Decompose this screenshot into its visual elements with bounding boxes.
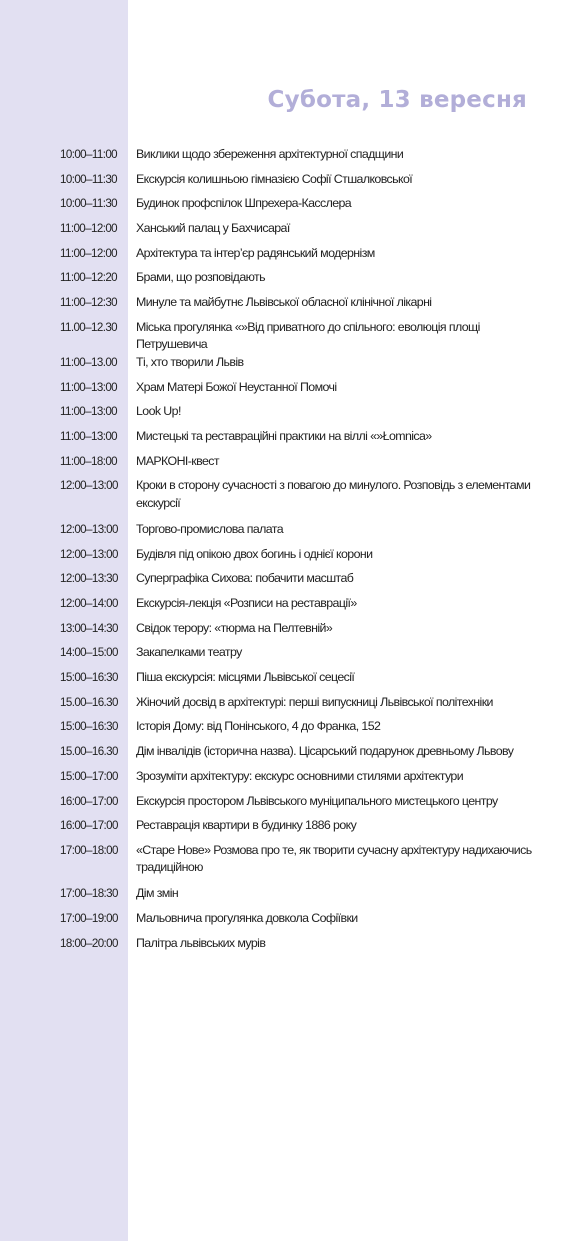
schedule-row xyxy=(0,669,585,694)
event-title: Історія Дому: від Понінського, 4 до Франка, 152 xyxy=(136,719,381,734)
schedule-row xyxy=(0,521,585,546)
event-title: Екскурсія колишньою гімназією Софії Стшалковської xyxy=(136,171,413,186)
event-time: 16:00–17:00 xyxy=(60,794,118,808)
event-time: 11:00–12:30 xyxy=(60,296,118,310)
schedule-row xyxy=(0,220,585,245)
event-time: 11:00–13:00 xyxy=(60,430,118,444)
schedule-row xyxy=(0,644,585,669)
event-title: Реставрація квартири в будинку 1886 року xyxy=(136,818,357,833)
event-title: Піша екскурсія: місцями Львівської сецесії xyxy=(136,670,355,685)
schedule-row xyxy=(0,718,585,743)
event-title: Кроки в сторону сучасності з повагою до минулого. Розповідь з елементами екскурсії xyxy=(136,478,531,511)
event-time: 12:00–13:00 xyxy=(60,522,118,536)
event-title: МАРКОНІ-квест xyxy=(136,453,219,468)
event-time: 15:00–16:30 xyxy=(60,671,118,685)
event-title: Храм Матері Божої Неустанної Помочі xyxy=(136,379,337,394)
event-time: 12:00–13:30 xyxy=(60,572,118,586)
schedule-row xyxy=(0,428,585,453)
event-title: Будівля під опікою двох богинь і однієї корони xyxy=(136,546,373,561)
schedule-row xyxy=(0,453,585,478)
schedule-row xyxy=(0,694,585,719)
event-title: Торгово-промислова палата xyxy=(136,521,284,536)
event-title: Дім інвалідів (історична назва). Цісарський подарунок древньому Львову xyxy=(136,744,514,759)
event-title: Суперграфіка Сихова: побачити масштаб xyxy=(136,571,354,586)
schedule-row xyxy=(0,403,585,428)
schedule-row xyxy=(0,817,585,842)
event-time: 10:00–11:00 xyxy=(60,148,118,161)
event-title: Закапелками театру xyxy=(136,645,242,660)
event-title: Палітра львівських мурів xyxy=(136,935,266,950)
schedule-row xyxy=(0,910,585,935)
event-time: 12:00–13:00 xyxy=(60,479,118,493)
event-title: Ханський палац у Бахчисараї xyxy=(136,221,290,236)
event-time: 11:00–12:00 xyxy=(60,246,118,260)
event-title: Свідок терору: «тюрма на Пелтевній» xyxy=(136,620,333,635)
event-title: Дім змін xyxy=(136,886,179,901)
event-time: 11:00–13.00 xyxy=(60,356,118,369)
schedule-row xyxy=(0,793,585,818)
schedule-row xyxy=(0,595,585,620)
schedule-row xyxy=(0,319,585,354)
event-title: Мальовнича прогулянка довкола Софіївки xyxy=(136,911,358,926)
schedule-row xyxy=(0,885,585,910)
event-time: 11:00–18:00 xyxy=(60,454,118,468)
event-time: 11:00–13:00 xyxy=(60,380,118,394)
event-title: Жіночий досвід в архітектурі: перші випускниці Львівської політехніки xyxy=(136,694,493,709)
event-title: Брами, що розповідають xyxy=(136,270,265,285)
event-time: 18:00–20:00 xyxy=(60,936,118,950)
schedule-row xyxy=(0,842,585,886)
event-title: Минуле та майбутнє Львівської обласної клінічної лікарні xyxy=(136,295,432,310)
schedule-row xyxy=(0,768,585,793)
schedule-row xyxy=(0,546,585,571)
event-title: Міська прогулянка «»Від приватного до спільного: еволюція площі Петрушевича xyxy=(136,319,480,352)
schedule-row xyxy=(0,935,585,960)
event-time: 11.00–12.30 xyxy=(60,320,118,334)
event-time: 17:00–18:30 xyxy=(60,887,118,901)
event-title: «Старе Нове» Розмова про те, як творити сучасну архітектуру надихаючись традиційною xyxy=(136,842,532,875)
event-time: 10:00–11:30 xyxy=(60,172,118,186)
event-time: 13:00–14:30 xyxy=(60,621,118,635)
schedule-row xyxy=(0,620,585,645)
event-time: 11:00–12:00 xyxy=(60,222,118,236)
event-time: 15.00–16.30 xyxy=(60,695,118,709)
event-time: 12:00–13:00 xyxy=(60,547,118,561)
schedule-row xyxy=(0,269,585,294)
schedule-row xyxy=(0,743,585,768)
event-title: Виклики щодо збереження архітектурної спадщини xyxy=(136,147,404,161)
event-title: Будинок профспілок Шпрехера-Касслера xyxy=(136,196,352,211)
event-title: Екскурсія простором Львівського муніципального мистецького центру xyxy=(136,793,498,808)
event-time: 10:00–11:30 xyxy=(60,197,118,211)
schedule-row xyxy=(0,171,585,196)
event-time: 11:00–13:00 xyxy=(60,405,118,419)
event-time: 15:00–17:00 xyxy=(60,769,118,783)
event-title: Ті, хто творили Львів xyxy=(136,355,244,369)
schedule-row xyxy=(0,354,585,379)
event-time: 11:00–12:20 xyxy=(60,271,118,285)
event-title: Зрозуміти архітектуру: екскурс основними стилями архітектури xyxy=(136,768,464,783)
event-title: Look Up! xyxy=(136,404,181,419)
event-time: 12:00–14:00 xyxy=(60,597,118,610)
event-time: 14:00–15:00 xyxy=(60,646,118,660)
event-time: 15:00–16:30 xyxy=(60,720,118,734)
schedule-row xyxy=(0,195,585,220)
page-title: Субота, 13 вересня xyxy=(267,87,527,113)
schedule-row xyxy=(0,245,585,270)
event-time: 15.00–16.30 xyxy=(60,745,118,759)
schedule-row xyxy=(0,294,585,319)
schedule-list xyxy=(0,146,585,959)
event-time: 17:00–19:00 xyxy=(60,912,118,926)
schedule-row xyxy=(0,146,585,171)
event-time: 17:00–18:00 xyxy=(60,843,118,857)
event-time: 16:00–17:00 xyxy=(60,819,118,833)
schedule-row xyxy=(0,379,585,404)
schedule-row xyxy=(0,570,585,595)
event-title: Екскурсія-лекція «Розписи на реставрації» xyxy=(136,596,357,610)
event-title: Мистецькі та реставраційні практики на віллі «»Łomnica» xyxy=(136,429,432,444)
event-title: Архітектура та інтер’єр радянський модернізм xyxy=(136,245,375,260)
schedule-row xyxy=(0,477,585,521)
